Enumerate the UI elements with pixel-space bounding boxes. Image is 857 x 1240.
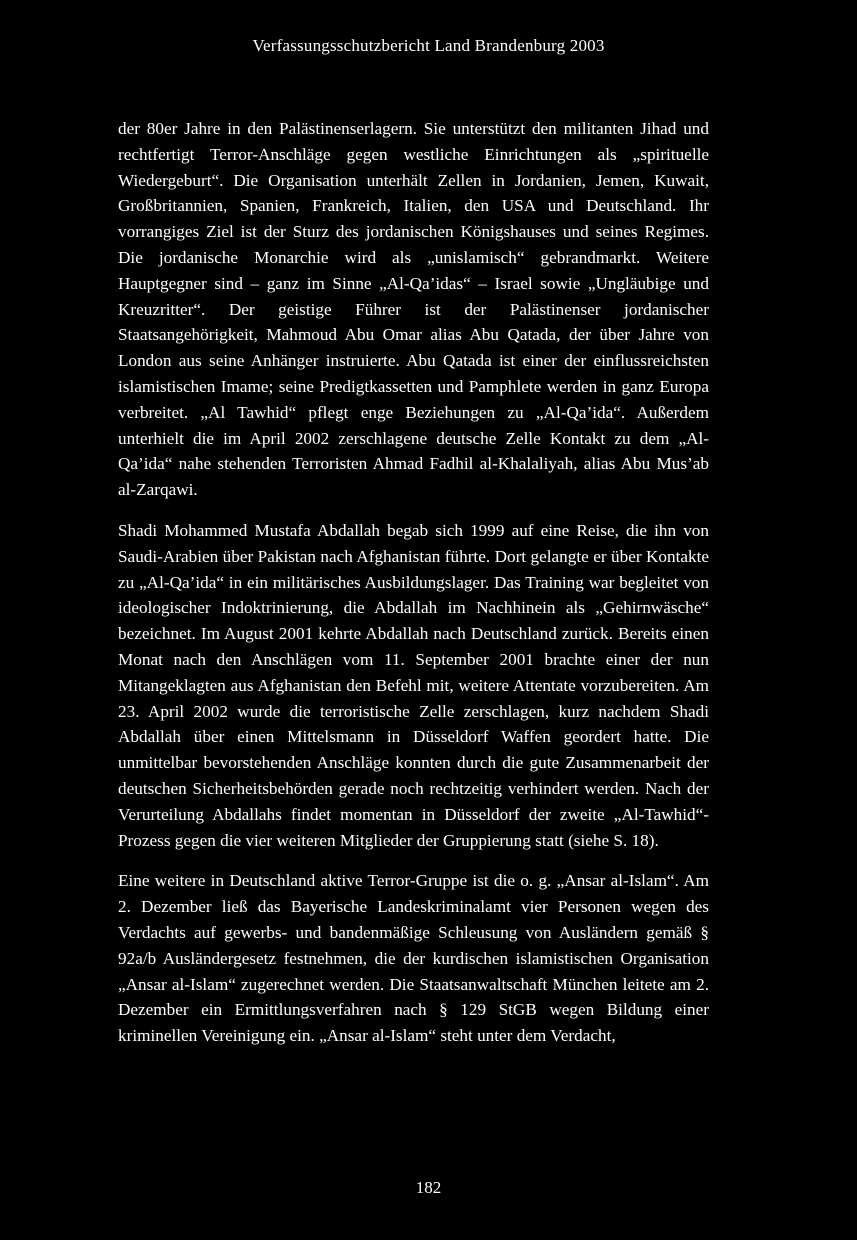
paragraph-3: Eine weitere in Deutschland aktive Terror-Gruppe ist die o. g. „Ansar al-Islam“. Am 2. Dezember ließ das Bayerische Landeskriminalamt vier Personen wegen des Verdachts auf gewerbs- und bandenmäßige Schleusung von Ausländern gemäß § 92a/b Ausländergesetz festnehmen, die der kurdischen islamistischen Organisation „Ansar al-Islam“ zugerechnet werden. Die Staatsanwaltschaft München leitete am 2. Dezember ein Ermittlungsverfahren nach § 129 StGB wegen Bildung einer kriminellen Vereinigung ein. „Ansar al-Islam“ steht unter dem Verdacht, [118,871,709,1046]
body-text [118,116,709,1064]
paragraph-1: der 80er Jahre in den Palästinenserlagern. Sie unterstützt den militanten Jihad und rechtfertigt Terror-Anschläge gegen westliche Einrichtungen als „spirituelle Wiedergeburt“. Die Organisation unterhält Zellen in Jordanien, Jemen, Kuwait, Großbritannien, Spanien, Frankreich, Italien, den USA und Deutschland. Ihr vorrangiges Ziel ist der Sturz des jordanischen Königshauses und seines Regimes. Die jordanische Monarchie wird als „unislamisch“ gebrandmarkt. Weitere Hauptgegner sind – ganz im Sinne „Al-Qa’idas“ – Israel sowie „Ungläubige und Kreuzritter“. Der geistige Führer ist der Palästinenser jordanischer Staatsangehörigkeit, Mahmoud Abu Omar alias Abu Qatada, der über Jahre von London aus seine Anhänger instruierte. Abu Qatada ist einer der einflussreichsten islamistischen Imame; seine Predigtkassetten und Pamphlete werden in ganz Europa verbreitet. „Al Tawhid“ pflegt enge Beziehungen zu „Al-Qa’ida“. Außerdem unterhielt die im April 2002 zerschlagene deutsche Zelle Kontakt zu dem „Al-Qa’ida“ nahe stehenden Terroristen Ahmad Fadhil al-Khalaliyah, alias Abu Mus’ab al-Zarqawi. [118,119,709,500]
running-header: Verfassungsschutzbericht Land Brandenburg 2003 [252,36,605,55]
paragraph-2: Shadi Mohammed Mustafa Abdallah begab sich 1999 auf eine Reise, die ihn von Saudi-Arabien über Pakistan nach Afghanistan führte. Dort gelangte er über Kontakte zu „Al-Qa’ida“ in ein militärisches Ausbildungslager. Das Training war begleitet von ideologischer Indoktrinierung, die Abdallah im Nachhinein als „Gehirnwäsche“ bezeichnet. Im August 2001 kehrte Abdallah nach Deutschland zurück. Bereits einen Monat nach den Anschlägen vom 11. September 2001 brachte einer der nun Mitangeklagten aus Afghanistan den Befehl mit, weitere Attentate vorzubereiten. Am 23. April 2002 wurde die terroristische Zelle zerschlagen, kurz nachdem Shadi Abdallah über einen Mittelsmann in Düsseldorf Waffen geordert hatte. Die unmittelbar bevorstehenden Anschläge konnten durch die gute Zusammenarbeit der deutschen Sicherheitsbehörden gerade noch rechtzeitig verhindert werden. Nach der Verurteilung Abdallahs findet momentan in Düsseldorf der zweite „Al-Tawhid“-Prozess gegen die vier weiteren Mitglieder der Gruppierung statt (siehe S. 18). [118,520,709,850]
page-number: 182 [415,1178,442,1197]
